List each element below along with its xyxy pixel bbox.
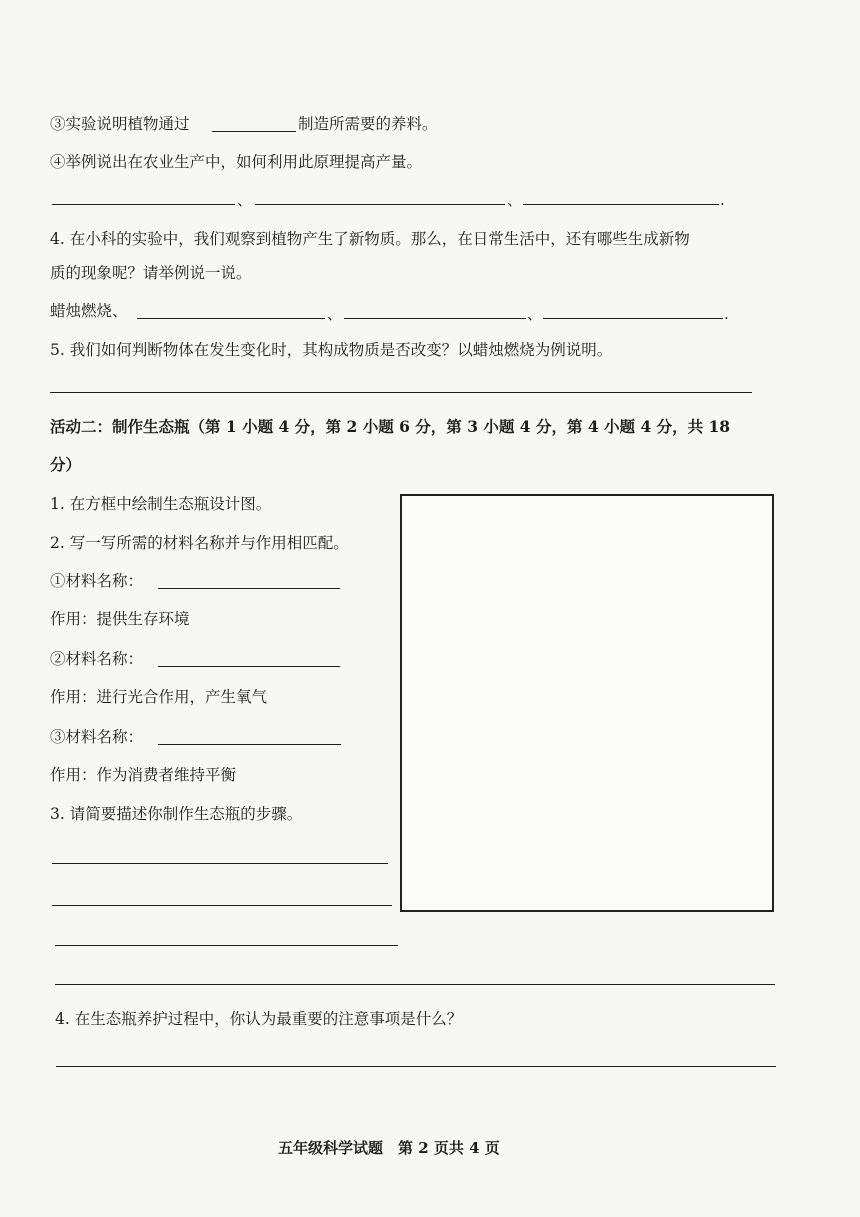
- q4-answer-line[interactable]: [56, 1066, 776, 1067]
- q5-answer-line[interactable]: [50, 392, 752, 393]
- material-3-role: 作用：作为消费者维持平衡: [50, 766, 237, 784]
- steps-line-1[interactable]: [52, 863, 388, 864]
- separator-comma: 、: [327, 305, 343, 323]
- page-footer: 五年级科学试题 第 2 页共 4 页: [278, 1139, 500, 1157]
- material-2-label: ②材料名称：: [50, 650, 144, 668]
- q3-conclusion-before: ③实验说明植物通过: [50, 115, 190, 133]
- activity2-title-line2: 分）: [50, 455, 82, 474]
- q5-prompt: 5. 我们如何判断物体在发生变化时，其构成物质是否改变？以蜡烛燃烧为例说明。: [50, 341, 613, 359]
- new-substance-blank-2[interactable]: [344, 318, 526, 319]
- separator-period: .: [720, 191, 725, 209]
- material-1-role: 作用：提供生存环境: [50, 610, 190, 628]
- q4-prompt-line1: 4. 在小科的实验中，我们观察到植物产生了新物质。那么，在日常生活中，还有哪些生成新物: [50, 230, 690, 248]
- material-3-label: ③材料名称：: [50, 728, 144, 746]
- activity2-q2: 2. 写一写所需的材料名称并与作用相匹配。: [50, 534, 349, 552]
- example-answer-blank-2[interactable]: [255, 204, 505, 205]
- material-2-blank[interactable]: [158, 666, 340, 667]
- q3-example-prompt: ④举例说出在农业生产中，如何利用此原理提高产量。: [50, 153, 423, 171]
- activity2-q3: 3. 请简要描述你制作生态瓶的步骤。: [50, 805, 303, 823]
- material-1-label: ①材料名称：: [50, 572, 144, 590]
- activity2-title-line1: 活动二：制作生态瓶（第 1 小题 4 分，第 2 小题 6 分，第 3 小题 4 分，第 4 小题 4 分，共 18: [50, 417, 731, 436]
- new-substance-blank-1[interactable]: [137, 318, 325, 319]
- q4-prompt-line2: 质的现象呢？请举例说一说。: [50, 264, 252, 282]
- example-answer-blank-1[interactable]: [52, 204, 235, 205]
- new-substance-blank-3[interactable]: [543, 318, 723, 319]
- q4-given-example: 蜡烛燃烧、: [50, 302, 128, 320]
- q3-conclusion-after: 制造所需要的养料。: [298, 115, 438, 133]
- material-3-blank[interactable]: [158, 744, 341, 745]
- steps-line-3[interactable]: [55, 945, 398, 946]
- material-2-role: 作用：进行光合作用，产生氧气: [50, 688, 268, 706]
- activity2-q4: 4. 在生态瓶养护过程中，你认为最重要的注意事项是什么？: [55, 1010, 463, 1028]
- example-answer-blank-3[interactable]: [523, 204, 719, 205]
- separator-comma: 、: [507, 191, 523, 209]
- design-drawing-box[interactable]: [400, 494, 774, 912]
- material-1-blank[interactable]: [158, 588, 340, 589]
- activity2-q1: 1. 在方框中绘制生态瓶设计图。: [50, 495, 272, 513]
- separator-period: .: [724, 305, 729, 323]
- separator-comma: 、: [527, 305, 543, 323]
- steps-line-2[interactable]: [52, 905, 392, 906]
- steps-line-4[interactable]: [55, 984, 775, 985]
- q3-conclusion-blank[interactable]: [212, 131, 296, 132]
- separator-comma: 、: [237, 191, 253, 209]
